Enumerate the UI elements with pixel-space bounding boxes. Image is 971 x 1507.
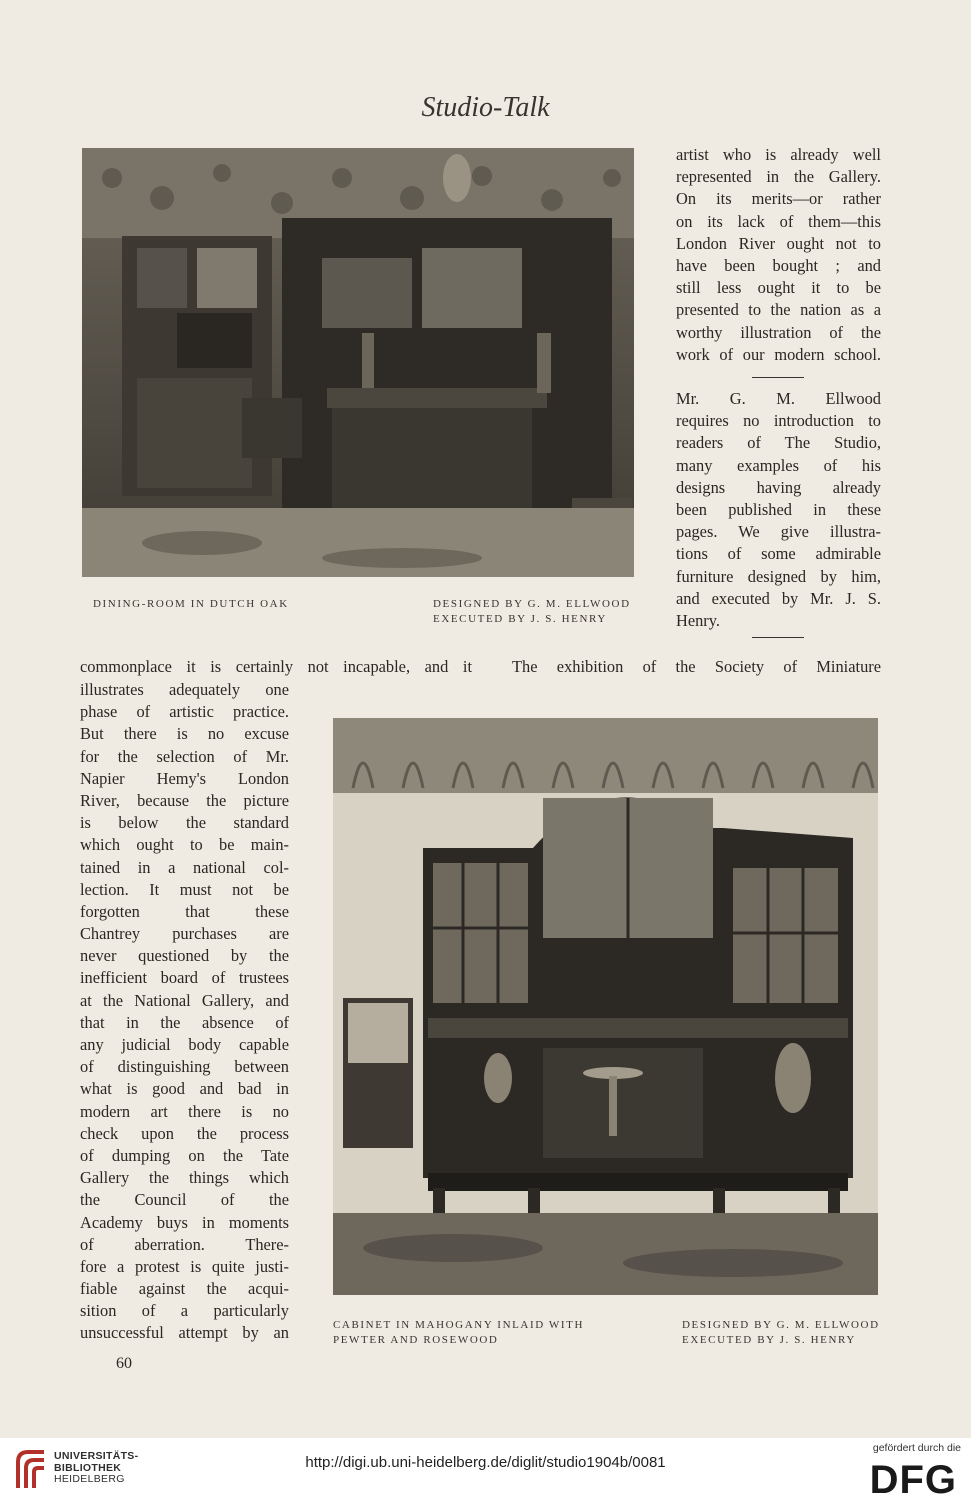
figure1-caption-title: DINING-ROOM IN DUTCH OAK xyxy=(93,598,289,610)
wide-line-right xyxy=(512,656,881,678)
text-line: furniture designed by him, xyxy=(676,566,881,586)
text-line: Henry. xyxy=(676,610,720,630)
library-name-line: BIBLIOTHEK xyxy=(54,1461,122,1474)
text-line: forgotten that these xyxy=(80,901,289,921)
text-line: tained in a national col- xyxy=(80,857,289,877)
section-divider xyxy=(752,637,804,638)
text-line: of dumping on the Tate xyxy=(80,1145,289,1165)
text-line: Academy buys in moments xyxy=(80,1212,289,1232)
funded-by-label: gefördert durch die xyxy=(872,1442,961,1454)
text-line: been published in these xyxy=(676,499,881,519)
section-divider xyxy=(752,377,804,378)
right-column-text-2 xyxy=(676,388,881,632)
text-line: that in the absence of xyxy=(80,1012,289,1032)
text-line: requires no introduction to xyxy=(676,411,881,431)
figure2-caption-designer: DESIGNED BY G. M. ELLWOOD xyxy=(682,1319,880,1331)
text-line: phase of artistic practice. xyxy=(80,702,289,722)
text-line: fore a protest is quite justi- xyxy=(80,1256,289,1276)
text-line: sition of a particularly xyxy=(80,1301,289,1321)
figure2-caption-maker: EXECUTED BY J. S. HENRY xyxy=(682,1334,856,1346)
figure2-caption-title-1: CABINET IN MAHOGANY INLAID WITH xyxy=(333,1319,585,1331)
cabinet-photo xyxy=(333,718,878,1295)
text-line: have been bought ; and xyxy=(676,255,881,275)
text-line: many examples of his xyxy=(676,455,881,475)
text-line: on its lack of them—this xyxy=(676,211,881,231)
text-line: designs having already xyxy=(676,477,881,497)
text-line: of distinguishing between xyxy=(80,1057,289,1077)
text-line: But there is no excuse xyxy=(80,724,289,744)
running-header: Studio-Talk xyxy=(421,92,550,123)
text-line: and executed by Mr. J. S. xyxy=(676,588,881,608)
text-line: readers of The Studio, xyxy=(676,433,881,453)
text-line: which ought to be main- xyxy=(80,835,289,855)
right-column-text xyxy=(676,144,881,366)
text-line: Mr. G. M. Ellwood xyxy=(676,389,881,408)
dfg-logo: DFG xyxy=(869,1458,957,1502)
text-line: modern art there is no xyxy=(80,1101,289,1121)
library-name-line: HEIDELBERG xyxy=(54,1473,125,1485)
wide-line-left xyxy=(80,656,472,678)
text-line: is below the standard xyxy=(80,813,289,833)
text-line: commonplace it is certainly not incapable, and it xyxy=(80,657,472,676)
text-line: River, because the picture xyxy=(80,790,289,810)
text-line: never questioned by the xyxy=(80,946,289,966)
text-line: Gallery the things which xyxy=(80,1168,289,1188)
text-line: presented to the nation as a xyxy=(676,300,881,320)
text-line: lection. It must not be xyxy=(80,879,289,899)
text-line: unsuccessful attempt by an xyxy=(80,1323,289,1343)
digitization-footer xyxy=(0,1438,971,1507)
text-line: artist who is already well xyxy=(676,145,881,164)
text-line: represented in the Gallery. xyxy=(676,167,881,187)
text-line: On its merits—or rather xyxy=(676,189,881,209)
text-line: still less ought it to be xyxy=(676,278,881,298)
source-url-link[interactable]: http://digi.ub.uni-heidelberg.de/diglit/studio1904b/0081 xyxy=(305,1454,666,1471)
figure1-caption-designer: DESIGNED BY G. M. ELLWOOD xyxy=(433,598,631,610)
figure1-caption-maker: EXECUTED BY J. S. HENRY xyxy=(433,613,607,625)
dining-room-photo xyxy=(82,148,634,577)
text-line: work of our modern school. xyxy=(676,344,881,364)
text-line: worthy illustration of the xyxy=(676,322,881,342)
left-column-text xyxy=(80,679,289,1345)
text-line: the Council of the xyxy=(80,1190,289,1210)
text-line: inefficient board of trustees xyxy=(80,968,289,988)
text-line: any judicial body capable xyxy=(80,1035,289,1054)
text-line: London River ought not to xyxy=(676,233,881,253)
text-line: Napier Hemy's London xyxy=(80,768,289,788)
text-line: fiable against the acqui- xyxy=(80,1279,289,1299)
figure2-caption-title-2: PEWTER AND ROSEWOOD xyxy=(333,1334,499,1346)
text-line: Chantrey purchases are xyxy=(80,924,289,944)
page-number: 60 xyxy=(116,1355,132,1372)
text-line: illustrates adequately one xyxy=(80,680,289,699)
text-line: at the National Gallery, and xyxy=(80,990,289,1010)
text-line: tions of some admirable xyxy=(676,544,881,564)
text-line: of aberration. There- xyxy=(80,1234,289,1254)
text-line: what is good and bad in xyxy=(80,1079,289,1099)
text-line: pages. We give illustra- xyxy=(676,522,881,542)
text-line: check upon the process xyxy=(80,1123,289,1143)
library-name-line: UNIVERSITÄTS- xyxy=(54,1450,139,1462)
text-line: for the selection of Mr. xyxy=(80,746,289,766)
text-line: The exhibition of the Society of Miniature xyxy=(512,657,881,676)
